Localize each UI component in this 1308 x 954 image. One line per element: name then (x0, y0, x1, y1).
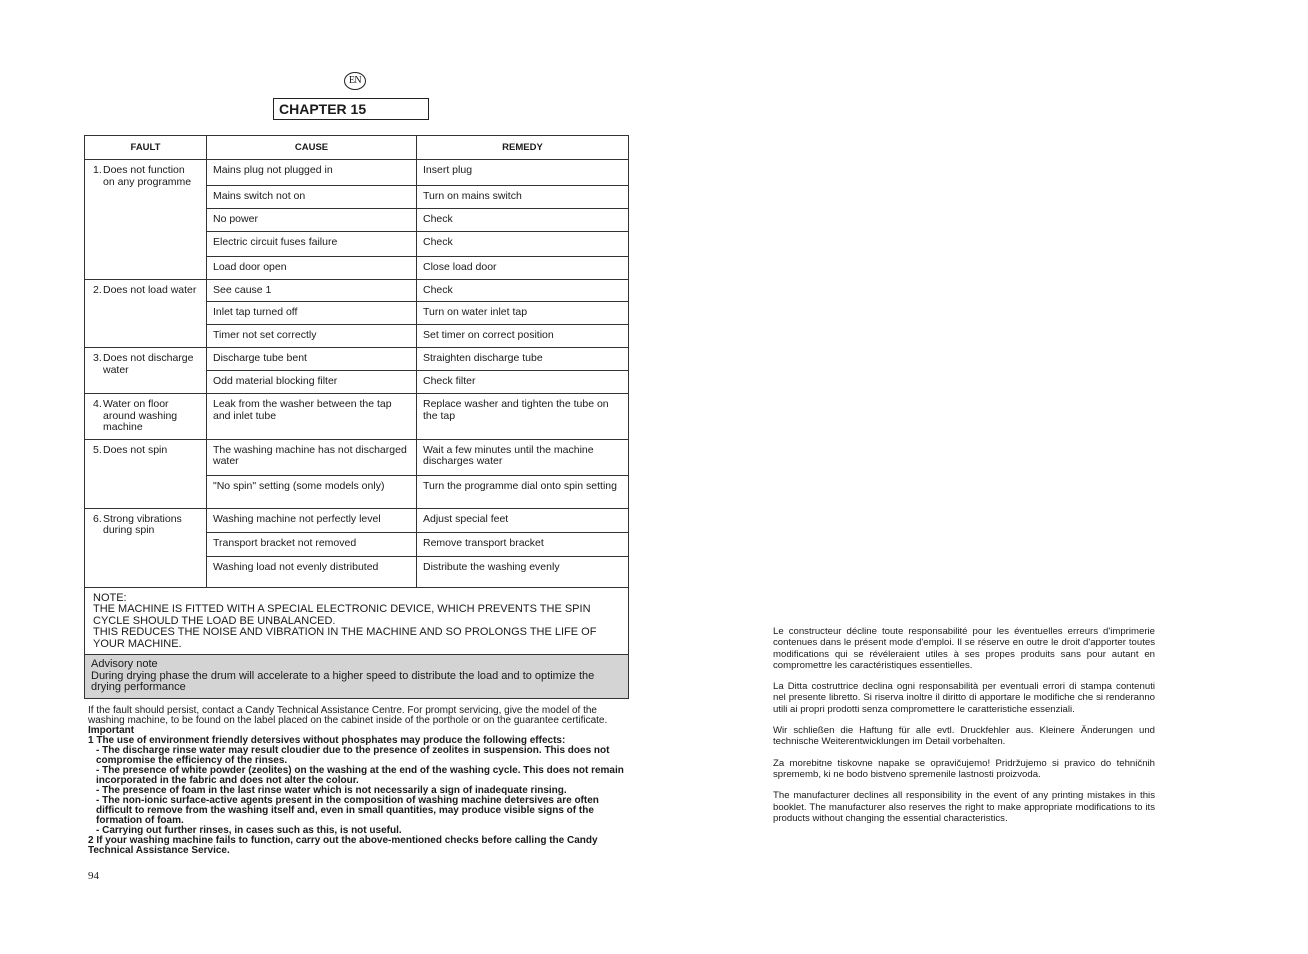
remedy-cell: Straighten discharge tube (417, 348, 629, 371)
fault-cell (85, 279, 207, 348)
fault-number: 5. (93, 443, 102, 456)
fault-cell (85, 160, 207, 280)
list-item: - Carrying out further rinses, in cases such as this, is not useful. (96, 825, 402, 836)
note-line-2: THIS REDUCES THE NOISE AND VIBRATION IN THE MACHINE AND SO PROLONGS THE LIFE OF YOUR MACHINE. (93, 626, 597, 650)
disclaimer-de: Wir schließen die Haftung für alle evtl. Druckfehler aus. Kleinere Änderungen und technische Weiterentwicklungen im Detail vorbehalten. (773, 725, 1155, 748)
cause-cell: The washing machine has not discharged water (207, 439, 417, 475)
advisory-title: Advisory note (91, 658, 158, 670)
remedy-cell: Check filter (417, 371, 629, 394)
page-number: 94 (88, 870, 99, 882)
header-fault: FAULT (85, 136, 207, 160)
fault-number: 6. (93, 512, 102, 525)
remedy-cell: Check (417, 232, 629, 257)
language-badge-en: EN (344, 72, 366, 90)
cause-cell: Leak from the washer between the tap and inlet tube (207, 394, 417, 440)
header-cause: CAUSE (207, 136, 417, 160)
note-row (85, 587, 629, 655)
table-row (85, 160, 629, 186)
list-item: - The presence of white powder (zeolites) on the washing at the end of the washing cycle. This does not remain incorporated in the fabric and does not alter the colour. (96, 765, 624, 786)
cause-cell: Washing machine not perfectly level (207, 508, 417, 532)
important-point-2: 2 If your washing machine fails to function, carry out the above-mentioned checks before calling the Candy Technical Assistance Service. (88, 835, 598, 856)
cause-cell: Washing load not evenly distributed (207, 556, 417, 587)
cause-cell: Mains switch not on (207, 186, 417, 209)
cause-cell: Electric circuit fuses failure (207, 232, 417, 257)
fault-cell (85, 508, 207, 587)
remedy-cell: Turn on mains switch (417, 186, 629, 209)
fault-number: 3. (93, 352, 102, 364)
disclaimer-sl: Za morebitne tiskovne napake se opravičujemo! Pridržujemo si pravico do tehničnih sprememb, ki ne bodo bistveno spremenile lastnosti proizvoda. (773, 757, 1155, 780)
fault-text: Water on floor around washing machine (103, 398, 178, 433)
remedy-cell: Adjust special feet (417, 508, 629, 532)
list-item: - The non-ionic surface-active agents present in the composition of washing machine detersives are often difficult to remove from the washing itself and, even in small quantities, may produce visible signs of the formation of foam. (96, 795, 599, 826)
cause-cell: Discharge tube bent (207, 348, 417, 371)
advisory-row (85, 655, 629, 699)
remedy-cell: Distribute the washing evenly (417, 556, 629, 587)
cause-cell: "No spin" setting (some models only) (207, 475, 417, 508)
remedy-cell: Check (417, 279, 629, 302)
multilingual-disclaimers (773, 626, 1155, 834)
important-heading: Important (88, 725, 135, 736)
fault-number: 1. (93, 164, 102, 176)
table-row (85, 394, 629, 440)
fault-cell (85, 439, 207, 508)
cause-cell: No power (207, 209, 417, 232)
list-item: - The discharge rinse water may result cloudier due to the presence of zeolites in suspension. This does not compromise the efficiency of the rinses. (96, 745, 610, 766)
advisory-cell (85, 655, 629, 699)
remedy-cell: Turn the programme dial onto spin setting (417, 475, 629, 508)
cause-cell: Mains plug not plugged in (207, 160, 417, 186)
disclaimer-en: The manufacturer declines all responsibility in the event of any printing mistakes in this booklet. The manufacturer also reserves the right to make appropriate modifications to its products without changing the essential characteristics. (773, 790, 1155, 824)
cause-cell: See cause 1 (207, 279, 417, 302)
fault-text: Does not spin (103, 443, 168, 456)
note-cell (85, 587, 629, 655)
cause-cell: Transport bracket not removed (207, 532, 417, 556)
table-header-row (85, 136, 629, 160)
cause-cell: Inlet tap turned off (207, 302, 417, 325)
fault-text: Does not discharge water (103, 352, 194, 376)
disclaimer-fr: Le constructeur décline toute responsabilité pour les éventuelles erreurs d'imprimerie contenues dans le présent mode d'emploi. Il se réserve en outre le droit d'apporter toutes modifications qui se révéleraient utiles à ses propes produits sans pour autant en compromettre les caractéristiques essentielles. (773, 626, 1155, 671)
note-line-1: THE MACHINE IS FITTED WITH A SPECIAL ELECTRONIC DEVICE, WHICH PREVENTS THE SPIN CYCLE SHOULD THE LOAD BE UNBALANCED. (93, 603, 591, 627)
remedy-cell: Remove transport bracket (417, 532, 629, 556)
remedy-cell: Set timer on correct position (417, 325, 629, 348)
list-item: - The presence of foam in the last rinse water which is not necessarily a sign of inadequate rinsing. (96, 785, 567, 796)
footer-intro: If the fault should persist, contact a Candy Technical Assistance Centre. For prompt servicing, give the model of the washing machine, to be found on the label placed on the cabinet inside of the porthole or on the guarantee certificate. (88, 705, 608, 726)
header-remedy: REMEDY (417, 136, 629, 160)
table-row (85, 508, 629, 532)
table-row (85, 279, 629, 302)
fault-cell (85, 394, 207, 440)
remedy-cell: Check (417, 209, 629, 232)
cause-cell: Load door open (207, 257, 417, 280)
remedy-cell: Turn on water inlet tap (417, 302, 629, 325)
fault-cell (85, 348, 207, 394)
cause-cell: Timer not set correctly (207, 325, 417, 348)
remedy-cell: Replace washer and tighten the tube on the tap (417, 394, 629, 440)
troubleshooting-table (84, 135, 629, 699)
remedy-cell: Insert plug (417, 160, 629, 186)
table-row (85, 439, 629, 475)
remedy-cell: Wait a few minutes until the machine discharges water (417, 439, 629, 475)
fault-text: Strong vibrations during spin (103, 512, 182, 536)
fault-number: 4. (93, 398, 102, 410)
cause-cell: Odd material blocking filter (207, 371, 417, 394)
chapter-title: CHAPTER 15 (273, 98, 429, 120)
table-row (85, 348, 629, 371)
advisory-text: During drying phase the drum will accelerate to a higher speed to distribute the load and to optimize the drying performance (91, 669, 595, 693)
fault-number: 2. (93, 283, 102, 296)
important-point-1: 1 The use of environment friendly detersives without phosphates may produce the following effects: (88, 735, 566, 746)
fault-text: Does not load water (103, 283, 197, 296)
fault-text: Does not function on any programme (103, 164, 192, 188)
note-title: NOTE: (93, 591, 127, 604)
remedy-cell: Close load door (417, 257, 629, 280)
disclaimer-it: La Ditta costruttrice declina ogni responsabilità per eventuali errori di stampa contenuti nel presente libretto. Si riserva inoltre il diritto di apportare le modifiche che si renderanno utili ai propri prodotti senza compromettere le caratteristiche essenziali. (773, 681, 1155, 715)
footer-instructions (88, 706, 628, 856)
